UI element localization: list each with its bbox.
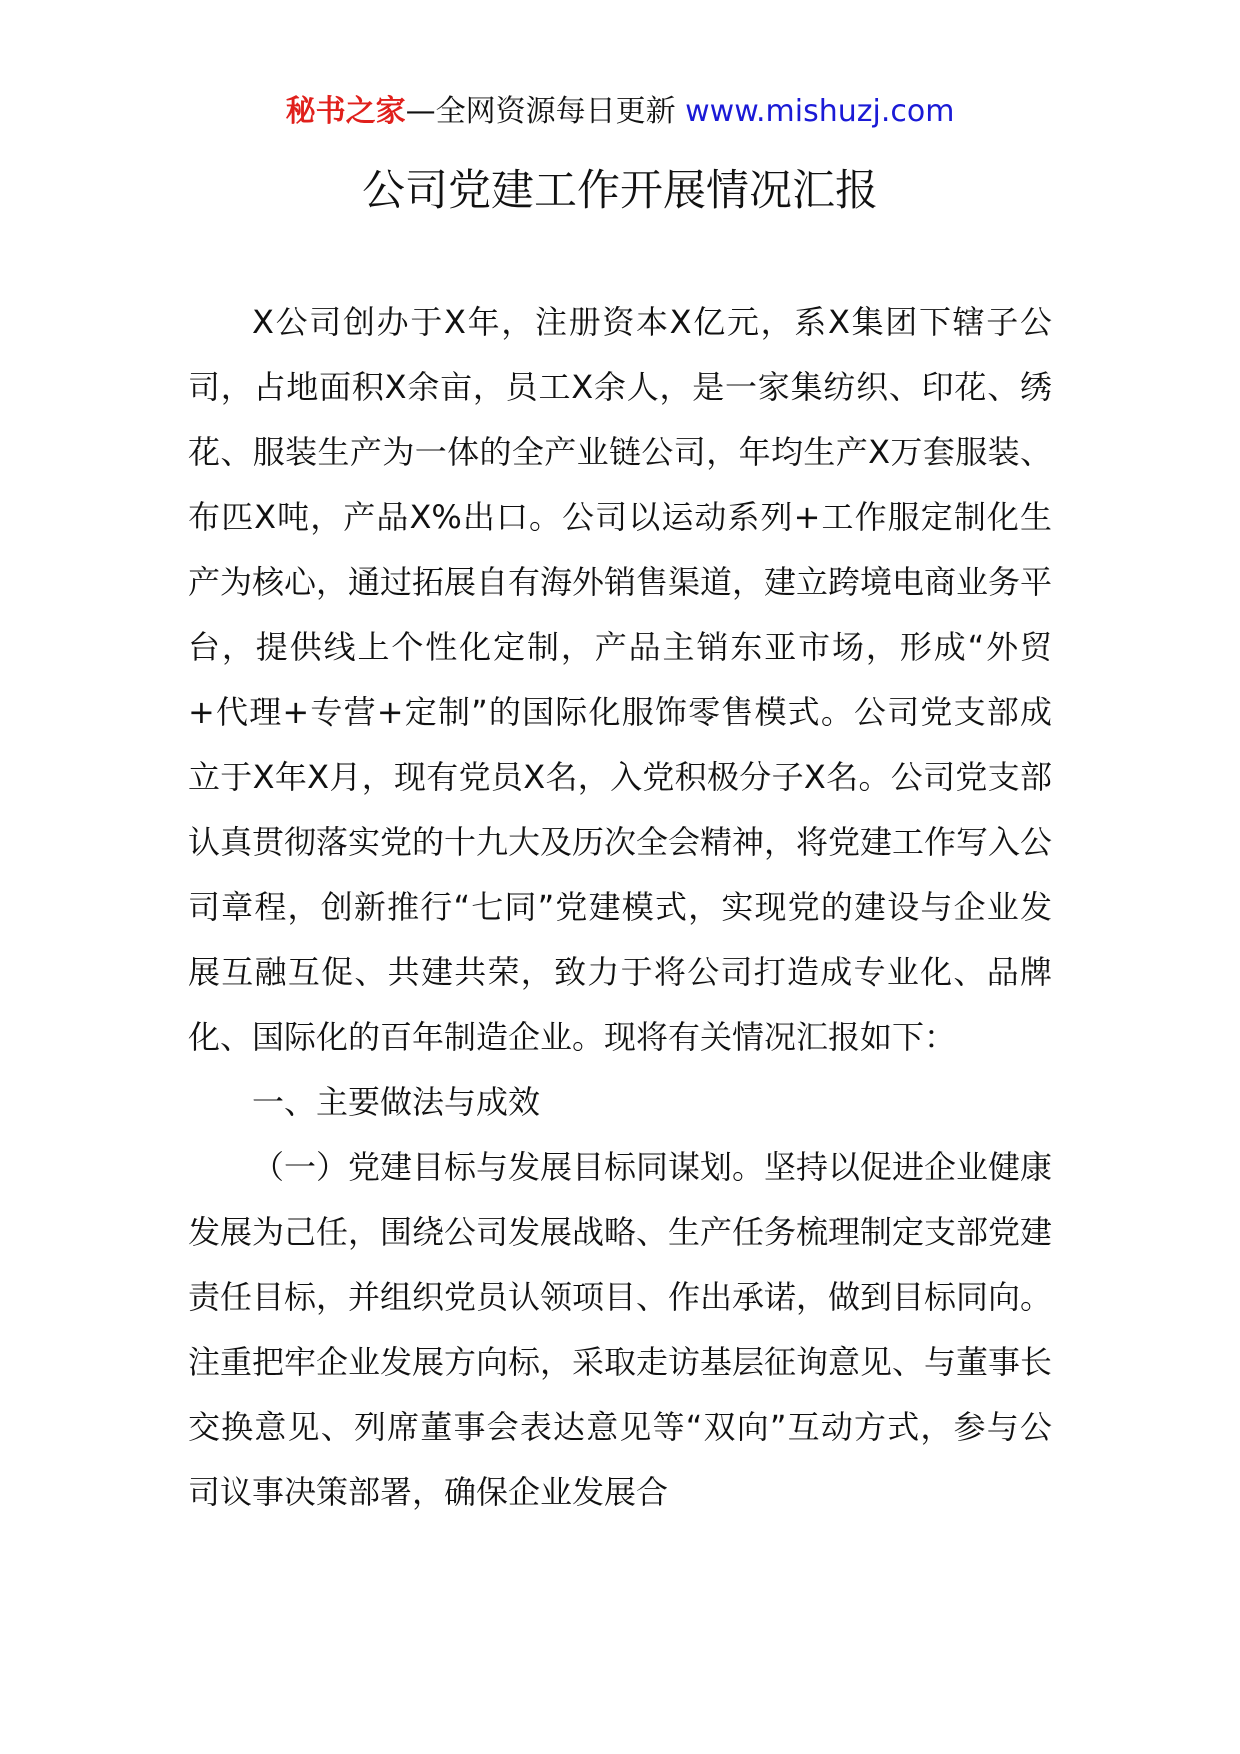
site-url-link[interactable]: www.mishuzj.com xyxy=(685,94,955,129)
subsection-paragraph: （一）党建目标与发展目标同谋划。坚持以促进企业健康发展为己任，围绕公司发展战略、生产任务梳理制定支部党建责任目标，并组织党员认领项目、作出承诺，做到目标同向。注重把牢企业发展方向标，采取走访基层征询意见、与董事长交换意见、列席董事会表达意见等“双向”互动方式，参与公司议事决策部署，确保企业发展合 xyxy=(188,1148,1053,1511)
document-title: 公司党建工作开展情况汇报 xyxy=(362,166,878,216)
site-header xyxy=(0,90,1240,134)
intro-paragraph: X公司创办于X年，注册资本X亿元，系X集团下辖子公司，占地面积X余亩，员工X余人，是一家集纺织、印花、绣花、服装生产为一体的全产业链公司，年均生产X万套服装、布匹X吨，产品X%出口。公司以运动系列+工作服定制化生产为核心，通过拓展自有海外销售渠道，建立跨境电商业务平台，提供线上个性化定制，产品主销东亚市场，形成“外贸+代理+专营+定制”的国际化服饰零售模式。公司党支部成立于X年X月，现有党员X名，入党积极分子X名。公司党支部认真贯彻落实党的十九大及历次全会精神，将党建工作写入公司章程，创新推行“七同”党建模式，实现党的建设与企业发展互融互促、共建共荣，致力于将公司打造成专业化、品牌化、国际化的百年制造企业。现将有关情况汇报如下： xyxy=(188,303,1053,1056)
document-body xyxy=(188,290,1052,1525)
site-brand: 秘书之家 xyxy=(285,94,406,129)
site-tagline: —全网资源每日更新 xyxy=(405,94,676,129)
section-heading: 一、主要做法与成效 xyxy=(252,1083,541,1121)
